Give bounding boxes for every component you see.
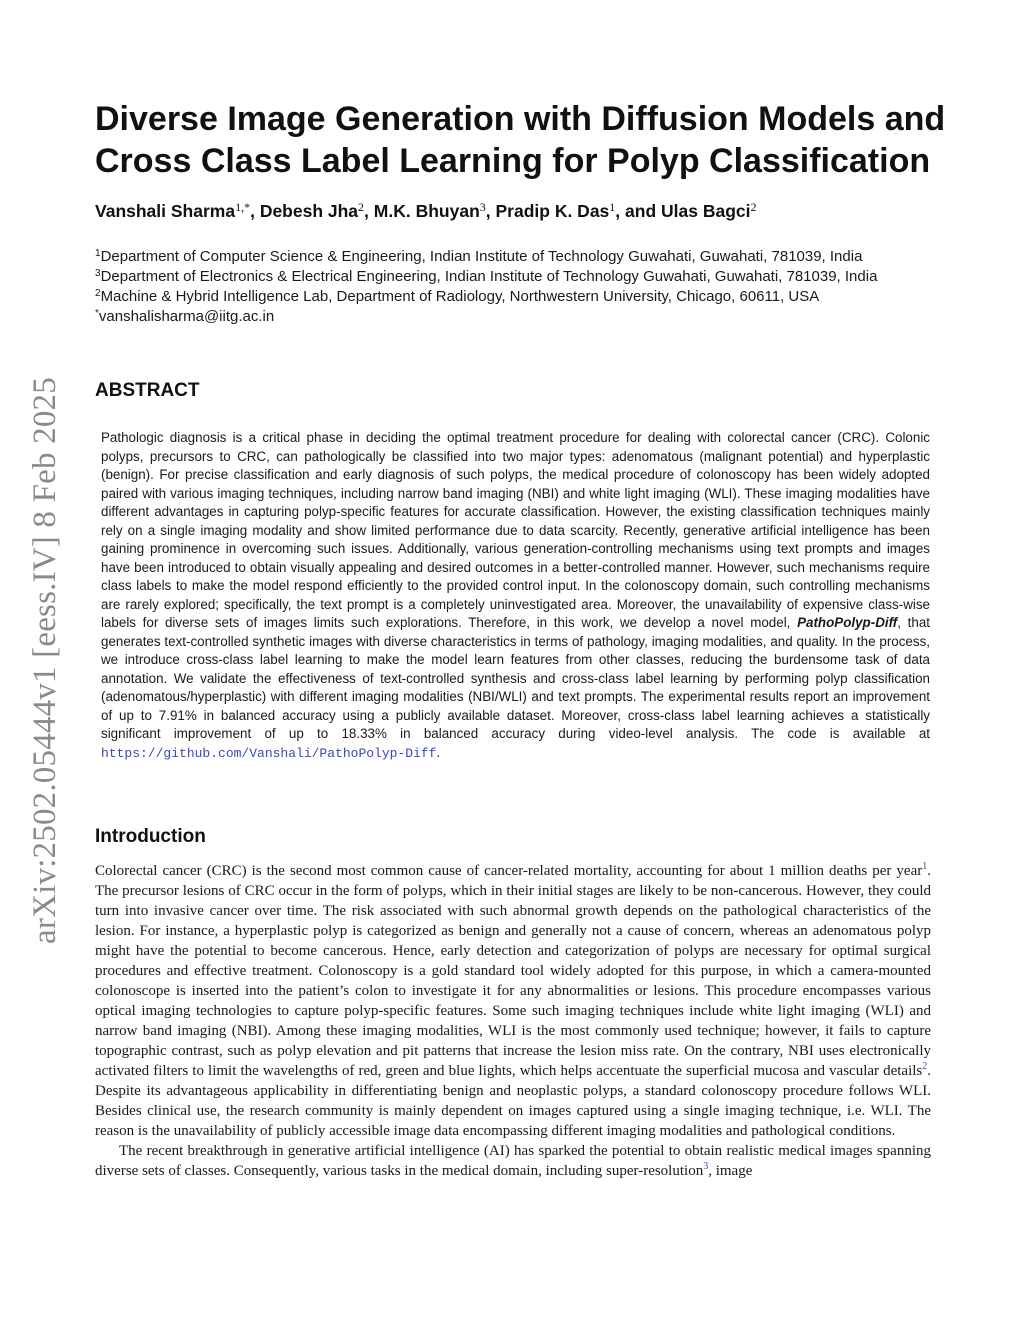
author-affiliation-mark: 3 (479, 200, 486, 214)
affiliation (95, 267, 955, 287)
affiliation-text: Department of Electronics & Electrical Engineering, Indian Institute of Technology Guwahati, Guwahati, 781039, India (100, 268, 878, 285)
author: Ulas Bagci (661, 201, 751, 221)
affiliation-mark: 2 (95, 288, 101, 299)
model-name: PathoPolyp-Diff (797, 615, 898, 630)
introduction-body (95, 861, 931, 1181)
affiliation (95, 307, 955, 327)
author-list (95, 201, 975, 222)
abstract-text (101, 429, 930, 763)
author: Vanshali Sharma (95, 201, 236, 221)
author-separator: , (250, 201, 260, 221)
author-affiliation-mark: 2 (358, 200, 365, 214)
paragraph-text: . The precursor lesions of CRC occur in the form of polyps, which in their initial stages are likely to be non-cancerous. However, they could turn into invasive cancer over time. The risk associated with such abnormal growth depends on the pathological characteristics of the lesion. For instance, a hyperplastic polyp is categorized as benign and generally not a cause of concern, whereas an adenomatous polyp might have the potential to become cancerous. Hence, early detection and categorization of polyps are necessary for optimal surgical procedures and effective treatment. Colonoscopy is a gold standard tool widely adopted for this purpose, in which a camera-mounted colonoscope is inserted into the patient’s colon to investigate it for any abnormalities or lesions. This procedure encompasses various optical imaging technologies to capture polyp-specific features. Some such imaging techniques include white light imaging (WLI) and narrow band imaging (NBI). Among these imaging modalities, WLI is the most commonly used technique; however, it fails to capture topographic contrast, such as polyp elevation and pit patterns that increase the lesion miss rate. On the contrary, NBI uses electronically activated filters to limit the wavelengths of red, green and blue lights, which helps accentuate the superficial mucosa and vascular details (95, 863, 931, 1079)
affiliation-text: Department of Computer Science & Engineering, Indian Institute of Technology Guwahati, Guwahati, 781039, India (100, 248, 863, 265)
author-affiliation-mark: 1,* (235, 200, 251, 214)
citation-link[interactable]: 3 (703, 1161, 709, 1172)
abstract-heading: ABSTRACT (95, 380, 200, 401)
abstract-text-part: Pathologic diagnosis is a critical phase in deciding the optimal treatment procedure for dealing with colorectal cancer (CRC). Colonic polyps, precursors to CRC, can pathologically be classified into two major types: adenomatous (malignant potential) and hyperplastic (benign). For precise classification and early diagnosis of such polyps, the medical procedure of colonoscopy has been widely adopted paired with various imaging techniques, including narrow band imaging (NBI) and white light imaging (WLI). These imaging modalities have different advantages in capturing polyp-specific features for accurate classification. However, the existing classification techniques mainly rely on a single imaging modality and show limited performance due to data scarcity. Recently, generative artificial intelligence has been gaining prominence in overcoming such issues. Additionally, various generation-controlling mechanisms using text prompts and images have been introduced to obtain visually appealing and desired outcomes in a better-controlled manner. However, such mechanisms require class labels to make the model respond efficiently to the provided control input. In the colonoscopy domain, such controlling mechanisms are rarely explored; specifically, the text prompt is a completely uninvestigated area. Moreover, the unavailability of expensive class-wise labels for diverse sets of images limits such explorations. Therefore, in this work, we develop a novel model, (101, 430, 930, 630)
affiliation-text: Machine & Hybrid Intelligence Lab, Department of Radiology, Northwestern University, Chicago, 60611, USA (100, 288, 820, 305)
abstract-text-part: , that generates text-controlled synthetic images with diverse characteristics in terms of pathology, imaging modalities, and quality. In the process, we introduce cross-class label learning to make the model learn features from other classes, reducing the burdensome task of data annotation. We validate the effectiveness of text-controlled synthesis and cross-class label learning by performing polyp classification (adenomatous/hyperplastic) with different imaging modalities (NBI/WLI) and text prompts. The experimental results report an improvement of up to 7.91% in balanced accuracy using a publicly available dataset. Moreover, cross-class label learning achieves a statistically significant improvement of up to 18.33% in balanced accuracy during video-level analysis. The code is available at (101, 615, 931, 741)
affiliation-mark: 1 (95, 248, 101, 259)
author-separator: , and (615, 201, 661, 221)
affiliation-list (95, 247, 955, 327)
arxiv-identifier: arXiv:2502.05444v1 [eess.IV] 8 Feb 2025 (26, 376, 63, 944)
paragraph (95, 1141, 931, 1181)
author: Debesh Jha (259, 201, 359, 221)
affiliation-mark: 3 (95, 268, 101, 279)
affiliation (95, 287, 955, 307)
arxiv-sidebar-stamp (10, 360, 80, 960)
author-affiliation-mark: 1 (609, 200, 616, 214)
corresponding-email: vanshalisharma@iitg.ac.in (98, 308, 275, 325)
author-separator: , (485, 201, 496, 221)
author: M.K. Bhuyan (373, 201, 480, 221)
paper-title: Diverse Image Generation with Diffusion Models and Cross Class Label Learning for Polyp Classification (95, 100, 946, 180)
paragraph-text: . Despite its advantageous applicability in differentiating benign and neoplastic polyps, a standard colonoscopy procedure follows WLI. Besides clinical use, the research community is mainly dependent on images captured using a single imaging technique, i.e. WLI. The reason is the unavailability of publicly accessible image data encompassing different imaging modalities and pathological conditions. (95, 1063, 931, 1139)
paragraph (95, 861, 931, 1141)
author: Pradip K. Das (495, 201, 610, 221)
paragraph-text: , image (708, 1163, 753, 1179)
citation-link[interactable]: 2 (922, 1061, 928, 1072)
affiliation-mark: * (95, 308, 99, 319)
abstract-text-end: . (436, 744, 441, 760)
author-separator: , (364, 201, 374, 221)
paragraph-text: Colorectal cancer (CRC) is the second most common cause of cancer-related mortality, accounting for about 1 million deaths per year (95, 863, 923, 879)
author-affiliation-mark: 2 (750, 200, 757, 214)
introduction-heading: Introduction (95, 826, 206, 847)
paragraph-text: The recent breakthrough in generative artificial intelligence (AI) has sparked the potential to obtain realistic medical images spanning diverse sets of classes. Consequently, various tasks in the medical domain, including super-resolution (95, 1143, 931, 1179)
affiliation (95, 247, 955, 267)
code-link[interactable]: https://github.com/Vanshali/PathoPolyp-Diff (101, 745, 437, 761)
citation-link[interactable]: 1 (922, 861, 928, 872)
